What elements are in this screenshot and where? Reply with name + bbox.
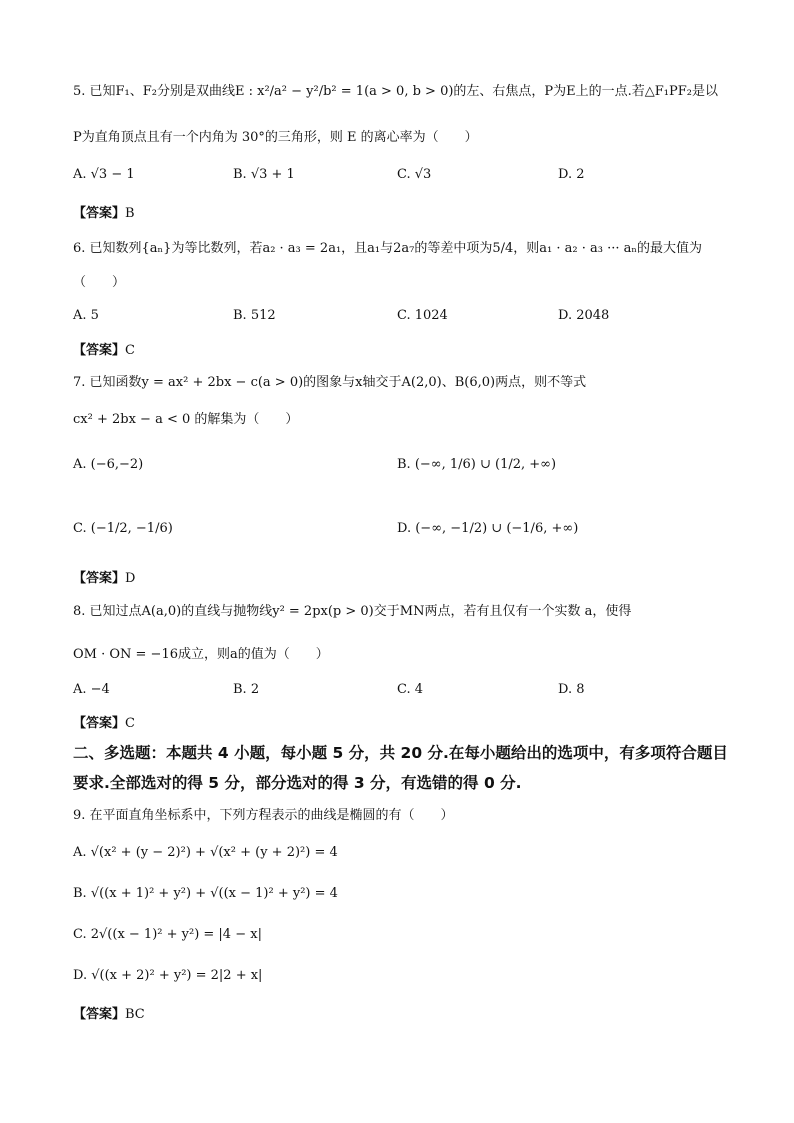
- q8-option-d: D. 8: [558, 682, 585, 697]
- q5-option-a: A. √3 − 1: [73, 167, 135, 182]
- answer-label: 【答案】: [73, 571, 126, 586]
- q7-line1: 7. 已知函数y = ax² + 2bx − c(a > 0)的图象与x轴交于A(2,0)、B(6,0)两点，则不等式: [73, 375, 587, 390]
- q9-option-b: B. √((x + 1)² + y²) + √((x − 1)² + y²) = 4: [73, 886, 338, 901]
- q8-option-c: C. 4: [397, 682, 424, 697]
- q6-option-a: A. 5: [73, 308, 99, 323]
- q6-answer: [73, 339, 135, 358]
- q9-answer: [73, 1003, 145, 1022]
- answer-value: D: [125, 571, 136, 586]
- q5-line1: 5. 已知F₁、F₂分别是双曲线E : x²/a² − y²/b² = 1(a > 0, b > 0)的左、右焦点，P为E上的一点.若△F₁PF₂是以: [73, 84, 718, 99]
- section-heading-line1: 二、多选题：本题共 4 小题，每小题 5 分，共 20 分.在每小题给出的选项中，有多项符合题目: [73, 744, 728, 762]
- answer-label: 【答案】: [73, 206, 126, 221]
- q9-option-c: C. 2√((x − 1)² + y²) = |4 − x|: [73, 927, 262, 942]
- q5-option-d: D. 2: [558, 167, 585, 182]
- q8-line1: 8. 已知过点A(a,0)的直线与抛物线y² = 2px(p > 0)交于MN两点，若有且仅有一个实数 a，使得: [73, 604, 632, 619]
- q8-line2: OM · ON = −16成立，则a的值为（ ）: [73, 647, 329, 662]
- q9-option-d: D. √((x + 2)² + y²) = 2|2 + x|: [73, 968, 263, 983]
- section-heading-line2: 要求.全部选对的得 5 分，部分选对的得 3 分，有选错的得 0 分.: [73, 774, 522, 792]
- q5-option-b: B. √3 + 1: [233, 167, 295, 182]
- q9-option-a: A. √(x² + (y − 2)²) + √(x² + (y + 2)²) = 4: [73, 845, 338, 860]
- q7-answer: [73, 567, 135, 586]
- q7-option-d: D. (−∞, −1/2) ∪ (−1/6, +∞): [397, 521, 579, 536]
- q6-line2: （ ）: [73, 275, 126, 290]
- q8-option-a: A. −4: [73, 682, 110, 697]
- answer-value: C: [125, 343, 135, 358]
- q8-answer: [73, 712, 135, 731]
- q7-line2: cx² + 2bx − a < 0 的解集为（ ）: [73, 412, 299, 427]
- q8-option-b: B. 2: [233, 682, 260, 697]
- answer-label: 【答案】: [73, 343, 126, 358]
- q5-answer: [73, 202, 135, 221]
- q6-option-b: B. 512: [233, 308, 276, 323]
- answer-value: BC: [125, 1007, 145, 1022]
- q9-line1: 9. 在平面直角坐标系中，下列方程表示的曲线是椭圆的有（ ）: [73, 808, 454, 823]
- q7-option-c: C. (−1/2, −1/6): [73, 521, 173, 536]
- answer-label: 【答案】: [73, 716, 126, 731]
- q5-option-c: C. √3: [397, 167, 432, 182]
- q7-option-a: A. (−6,−2): [73, 457, 144, 472]
- answer-label: 【答案】: [73, 1007, 126, 1022]
- q7-option-b: B. (−∞, 1/6) ∪ (1/2, +∞): [397, 457, 557, 472]
- q5-line2: P为直角顶点且有一个内角为 30°的三角形，则 E 的离心率为（ ）: [73, 130, 478, 145]
- answer-value: C: [125, 716, 135, 731]
- q6-option-c: C. 1024: [397, 308, 448, 323]
- answer-value: B: [125, 206, 135, 221]
- q6-line1: 6. 已知数列{aₙ}为等比数列，若a₂ · a₃ = 2a₁，且a₁与2a₇的等差中项为5/4，则a₁ · a₂ · a₃ ··· aₙ的最大值为: [73, 241, 702, 256]
- q6-option-d: D. 2048: [558, 308, 610, 323]
